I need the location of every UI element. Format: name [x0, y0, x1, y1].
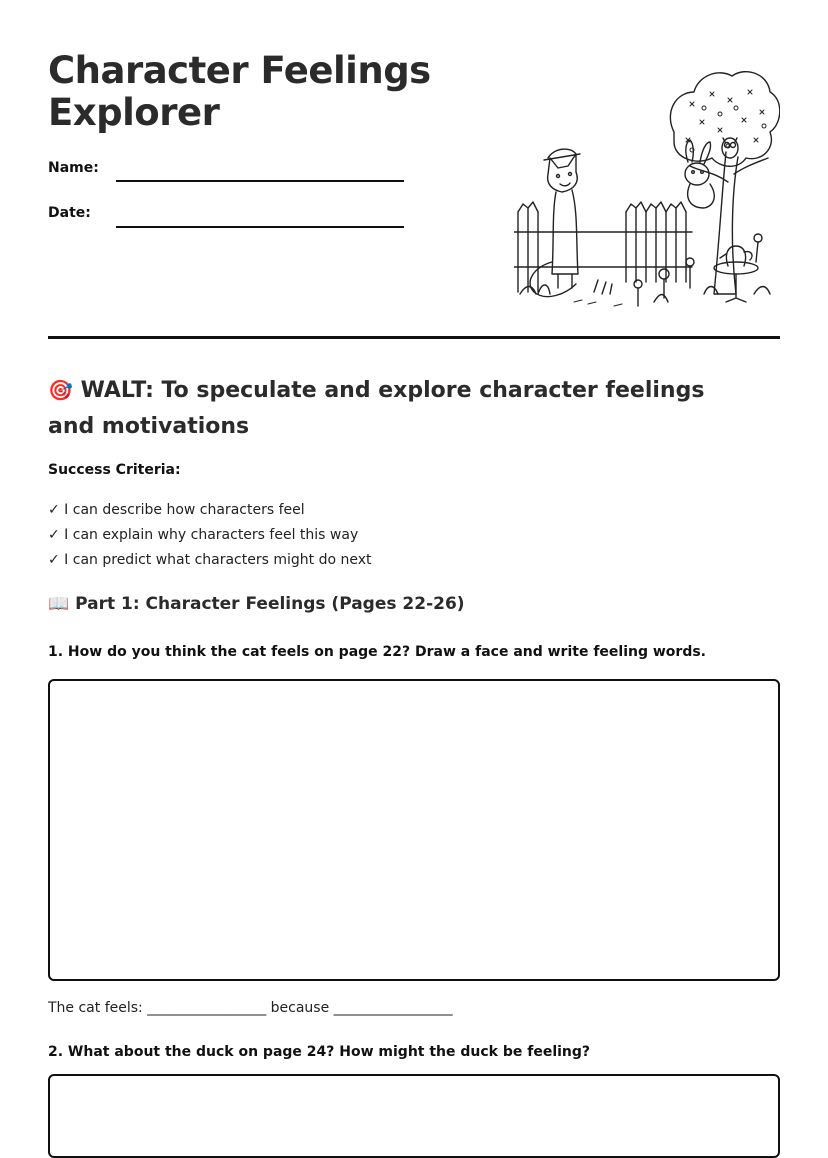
worksheet-title: Character Feelings Explorer [48, 49, 431, 134]
date-line[interactable] [116, 226, 404, 228]
book-icon: 📖 [48, 594, 70, 614]
walt-text: WALT: To speculate and explore character feelings and motivations [48, 378, 705, 439]
part1-title-text: Part 1: Character Feelings (Pages 22-26) [75, 594, 465, 614]
name-line[interactable] [116, 180, 404, 182]
question-2: 2. What about the duck on page 24? How might the duck be feeling? [48, 1044, 591, 1060]
worksheet-page [48, 0, 780, 1118]
success-criteria-list [48, 500, 372, 575]
q1-drawing-box[interactable] [48, 679, 780, 981]
garden-scene-illustration [514, 62, 780, 312]
success-criteria-item: ✓ I can predict what characters might do next [48, 552, 372, 568]
walt-heading [48, 372, 748, 445]
q1-fill-in-sentence[interactable]: The cat feels: _________________ because _________________ [48, 1000, 453, 1016]
success-criteria-item: ✓ I can describe how characters feel [48, 502, 305, 518]
name-label: Name: [48, 160, 99, 176]
success-criteria-item: ✓ I can explain why characters feel this way [48, 527, 359, 543]
q2-answer-box[interactable] [48, 1074, 780, 1158]
header-divider [48, 336, 780, 339]
date-label: Date: [48, 205, 91, 221]
target-icon: 🎯 [48, 378, 73, 402]
success-criteria-title: Success Criteria: [48, 462, 181, 478]
question-1: 1. How do you think the cat feels on page 22? Draw a face and write feeling words. [48, 644, 706, 660]
part1-title [48, 594, 465, 614]
